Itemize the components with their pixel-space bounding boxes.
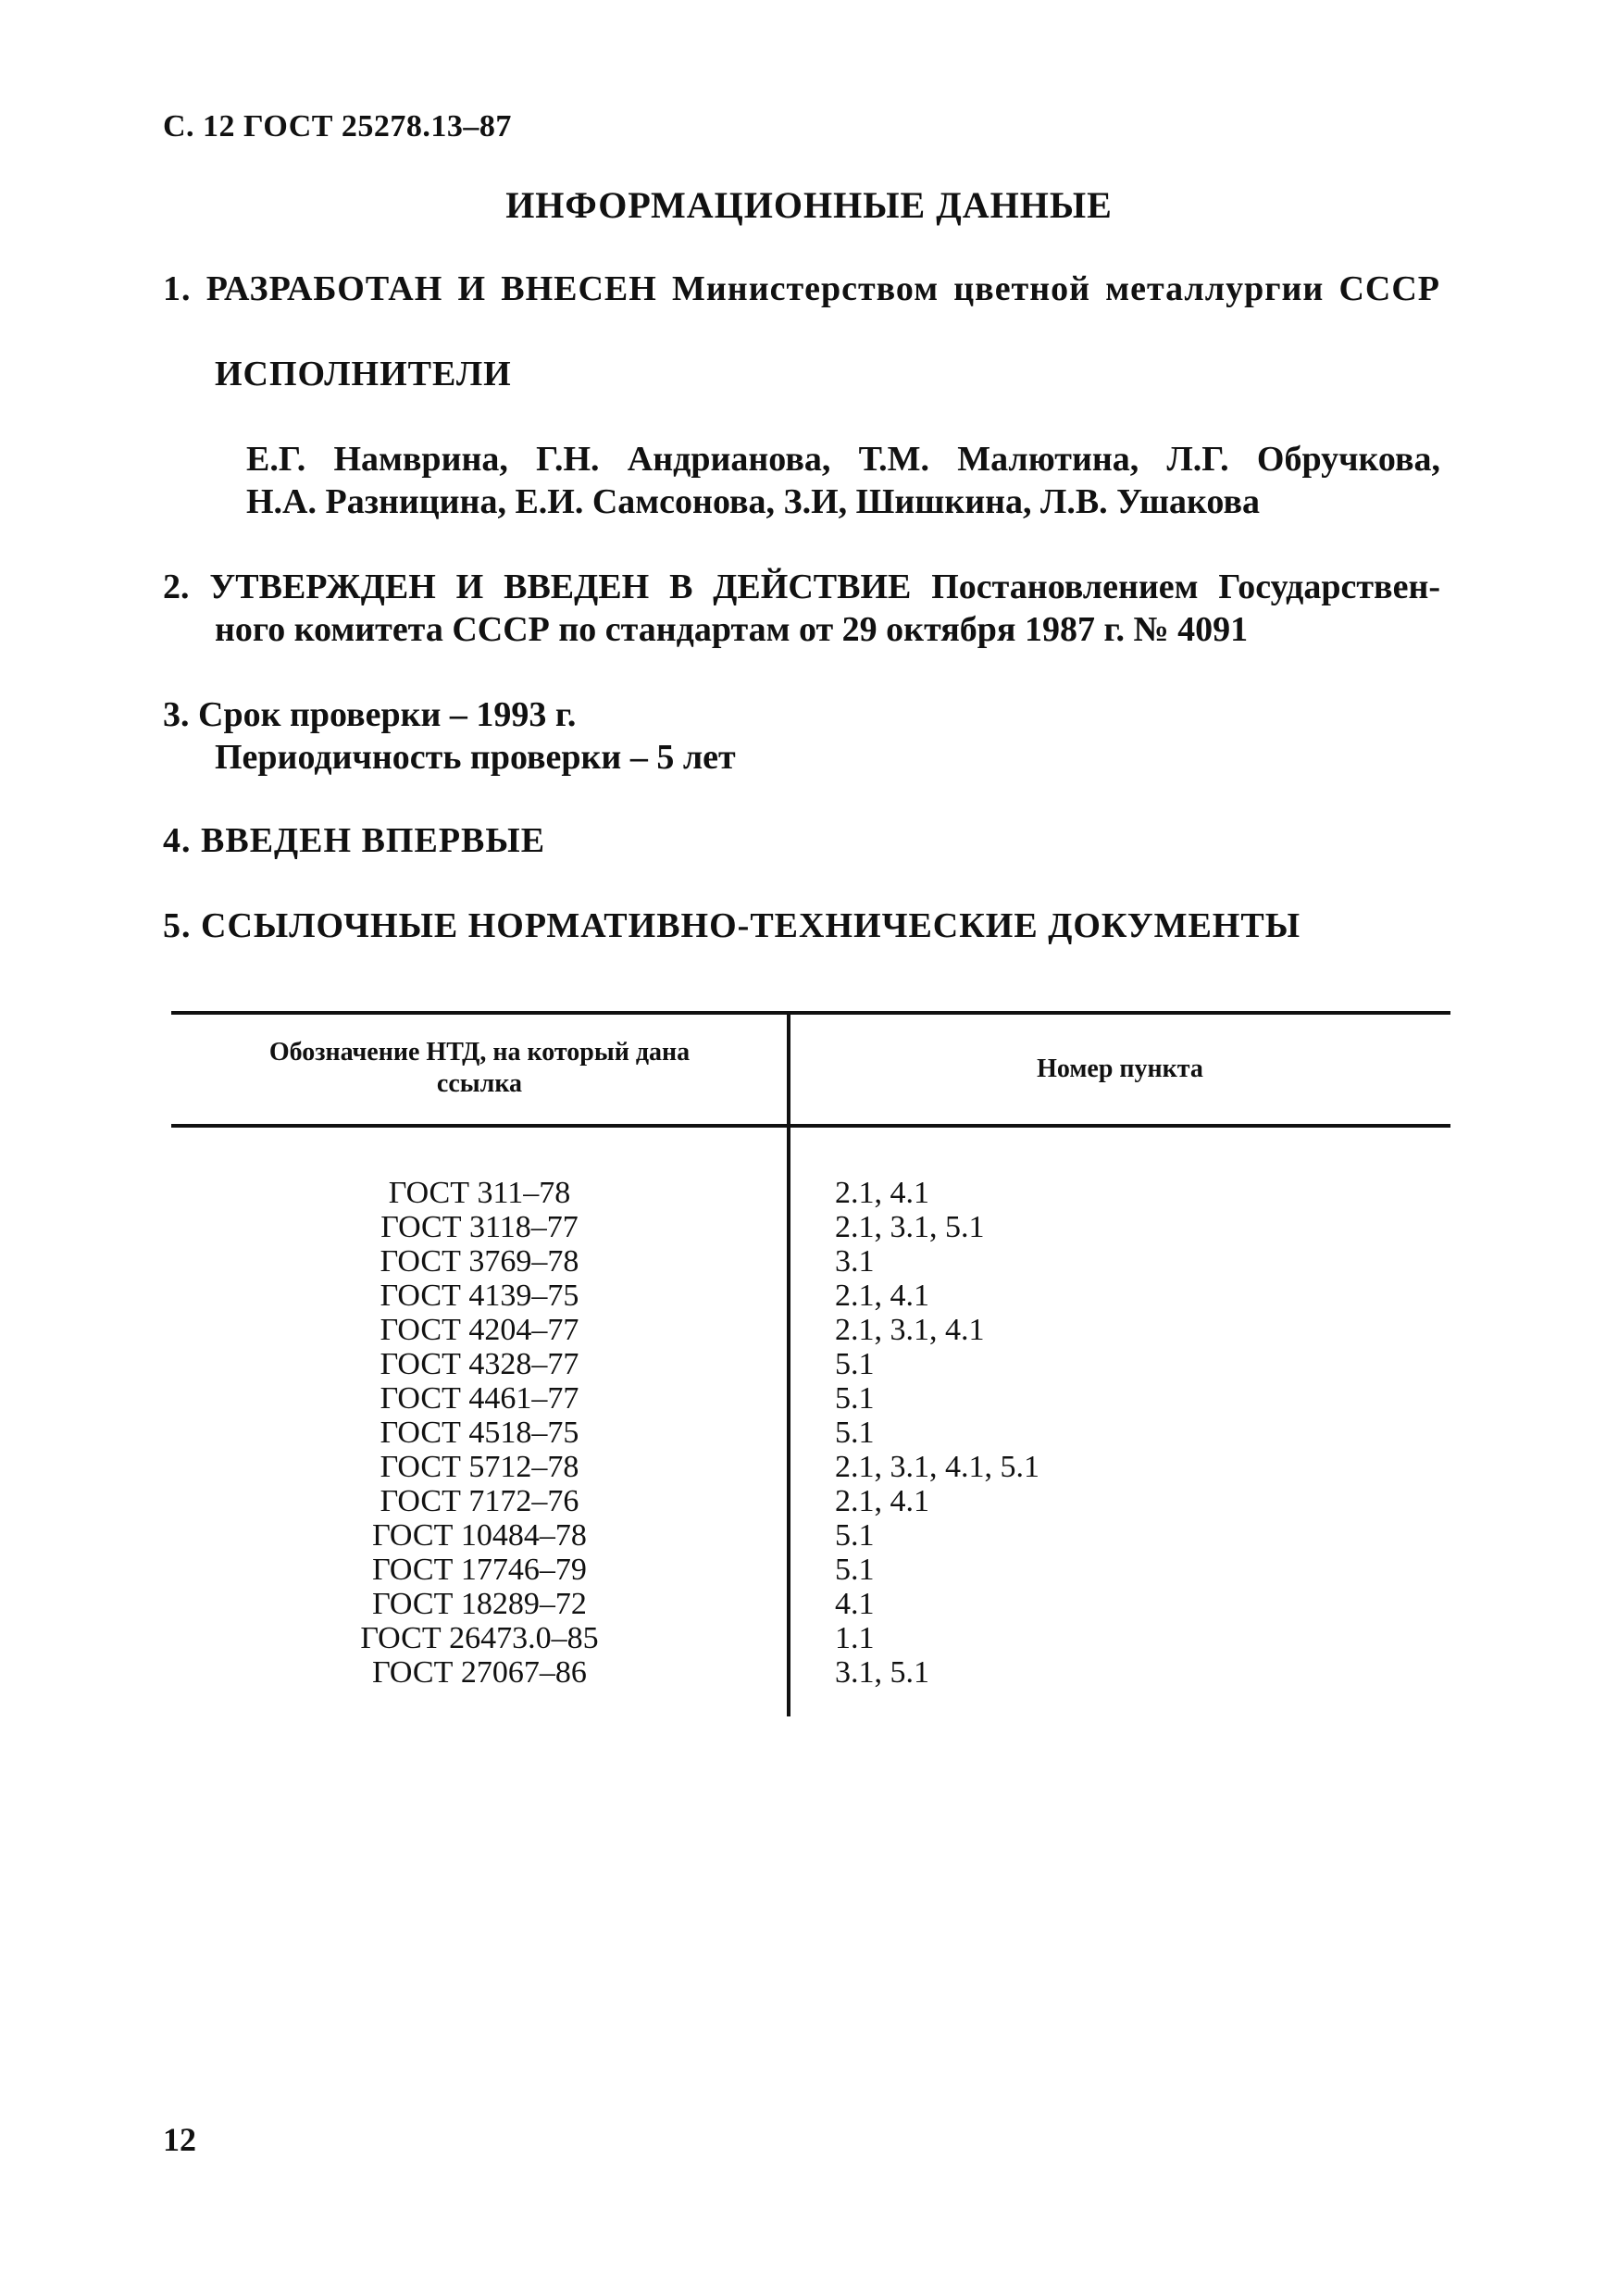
table-header-document-line-2: ссылка: [436, 1069, 523, 1098]
table-cell-document: ГОСТ 7172–76: [380, 1484, 579, 1518]
table-cell-document: ГОСТ 27067–86: [372, 1655, 587, 1690]
table-cell-document: ГОСТ 4204–77: [380, 1313, 579, 1347]
table-header-rule: [171, 1124, 1450, 1128]
executors-heading: ИСПОЛНИТЕЛИ: [215, 355, 512, 393]
table-cell-document: ГОСТ 4461–77: [380, 1381, 579, 1416]
table-header-document-line-1: Обозначение НТД, на который дана: [268, 1038, 691, 1067]
table-cell-item-number: 3.1, 5.1: [835, 1655, 929, 1690]
table-column-item-numbers: [835, 1176, 1390, 1690]
page-number: 12: [163, 2121, 196, 2158]
item-developer: 1. РАЗРАБОТАН И ВНЕСЕН Министерством цветной металлургии СССР: [163, 269, 1440, 308]
table-column-documents: [172, 1176, 787, 1690]
item-review-line-2: Периодичность проверки – 5 лет: [215, 738, 736, 777]
item-approval-line-2: ного комитета СССР по стандартам от 29 октября 1987 г. № 4091: [215, 610, 1249, 649]
table-cell-item-number: 2.1, 4.1: [835, 1279, 929, 1313]
item-first-introduced: 4. ВВЕДЕН ВПЕРВЫЕ: [163, 821, 546, 860]
table-cell-item-number: 5.1: [835, 1416, 875, 1450]
table-cell-item-number: 3.1: [835, 1244, 875, 1279]
table-header-item-number: Номер пункта: [1037, 1054, 1203, 1083]
table-cell-item-number: 2.1, 4.1: [835, 1484, 929, 1518]
document-title: ИНФОРМАЦИОННЫЕ ДАННЫЕ: [505, 184, 1113, 226]
table-cell-document: ГОСТ 311–78: [388, 1176, 571, 1210]
table-cell-document: ГОСТ 5712–78: [380, 1450, 579, 1484]
table-cell-item-number: 2.1, 3.1, 4.1, 5.1: [835, 1450, 1039, 1484]
table-cell-item-number: 1.1: [835, 1621, 875, 1655]
table-cell-document: ГОСТ 4139–75: [380, 1279, 579, 1313]
item-references-heading: 5. ССЫЛОЧНЫЕ НОРМАТИВНО-ТЕХНИЧЕСКИЕ ДОКУМЕНТЫ: [163, 906, 1301, 945]
table-cell-document: ГОСТ 10484–78: [372, 1518, 587, 1553]
table-header-document: [172, 1037, 787, 1100]
table-cell-item-number: 4.1: [835, 1587, 875, 1621]
table-cell-document: ГОСТ 3118–77: [380, 1210, 579, 1244]
table-cell-item-number: 2.1, 3.1, 4.1: [835, 1313, 985, 1347]
table-cell-document: ГОСТ 4518–75: [380, 1416, 579, 1450]
table-cell-item-number: 2.1, 4.1: [835, 1176, 929, 1210]
table-cell-document: ГОСТ 26473.0–85: [360, 1621, 599, 1655]
table-cell-document: ГОСТ 3769–78: [380, 1244, 579, 1279]
table-cell-document: ГОСТ 17746–79: [372, 1553, 587, 1587]
table-cell-item-number: 5.1: [835, 1381, 875, 1416]
table-top-rule: [171, 1011, 1450, 1015]
table-cell-document: ГОСТ 4328–77: [380, 1347, 579, 1381]
page-header: С. 12 ГОСТ 25278.13–87: [163, 109, 512, 144]
table-column-divider: [787, 1013, 790, 1716]
table-cell-item-number: 5.1: [835, 1518, 875, 1553]
table-cell-item-number: 5.1: [835, 1347, 875, 1381]
executors-line-2: Н.А. Разницина, Е.И. Самсонова, З.И, Шишкина, Л.В. Ушакова: [246, 482, 1261, 521]
table-cell-item-number: 5.1: [835, 1553, 875, 1587]
executors-line-1: Е.Г. Намврина, Г.Н. Андрианова, Т.М. Малютина, Л.Г. Обручкова,: [246, 440, 1440, 479]
item-review-line-1: 3. Срок проверки – 1993 г.: [163, 695, 577, 734]
table-cell-document: ГОСТ 18289–72: [372, 1587, 587, 1621]
table-cell-item-number: 2.1, 3.1, 5.1: [835, 1210, 985, 1244]
item-approval-line-1: 2. УТВЕРЖДЕН И ВВЕДЕН В ДЕЙСТВИЕ Постановлением Государствен-: [163, 568, 1440, 606]
